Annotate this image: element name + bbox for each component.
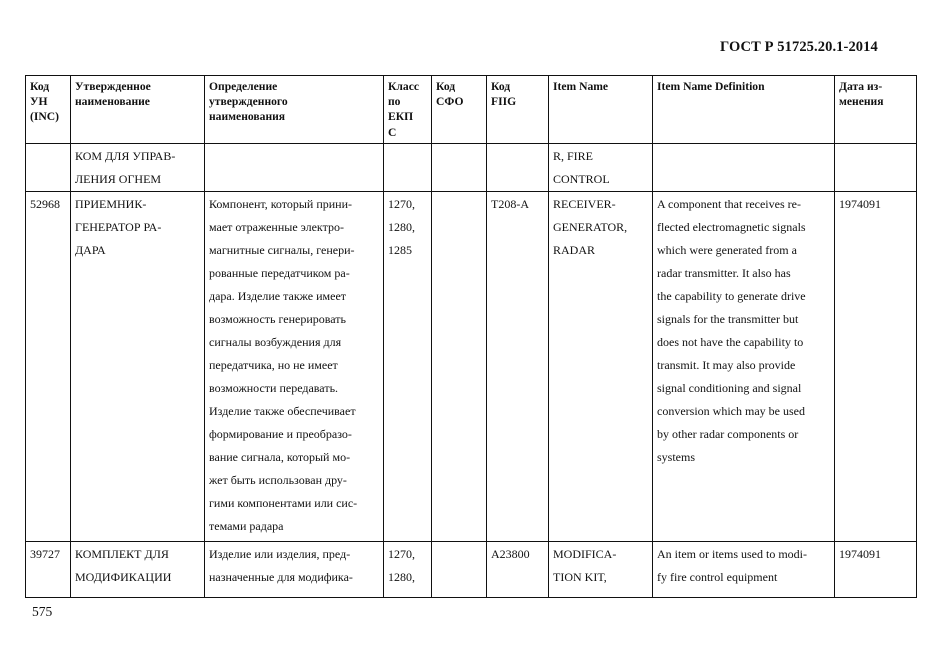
cell-line: Изделие или изделия, пред- xyxy=(209,546,351,561)
cell-inc: 39727 xyxy=(26,541,71,597)
cell-line: гими компонентами или сис- xyxy=(209,495,358,510)
header-change-date xyxy=(835,76,917,144)
header-approved-name xyxy=(71,76,205,144)
cell-line: 1280, xyxy=(388,219,415,234)
cell-line: мает отраженные электро- xyxy=(209,219,344,234)
cell-line: Класс xyxy=(388,80,419,93)
cell-item-definition xyxy=(653,541,835,597)
cell-line: по xyxy=(388,95,401,109)
cell-date: 1974091 xyxy=(835,191,917,541)
table-row xyxy=(26,541,917,597)
cell-line: С xyxy=(388,125,397,139)
header-fiig xyxy=(487,76,549,144)
cell-line: conversion which may be used xyxy=(657,403,805,418)
header-definition xyxy=(205,76,384,144)
cell-line: transmit. It may also provide xyxy=(657,357,796,372)
cell-inc: 52968 xyxy=(26,191,71,541)
table-row xyxy=(26,191,917,541)
cell-line: GENERATOR, xyxy=(553,219,628,234)
cell-line: Компонент, который прини- xyxy=(209,196,353,211)
cell-line: Утвержденное xyxy=(75,80,151,93)
cell-approved-name xyxy=(71,541,205,597)
cell-line: ДАРА xyxy=(75,242,106,257)
cell-line: УН xyxy=(30,95,48,109)
header-inc xyxy=(26,76,71,144)
cell-class xyxy=(384,541,432,597)
document-code: ГОСТ Р 51725.20.1-2014 xyxy=(720,39,878,55)
cell-class xyxy=(384,143,432,191)
cell-line: рованные передатчиком ра- xyxy=(209,265,350,280)
cell-item-name xyxy=(549,541,653,597)
cell-item-name xyxy=(549,143,653,191)
cell-line: темами радара xyxy=(209,518,284,533)
cell-inc xyxy=(26,143,71,191)
cell-line: 1285 xyxy=(388,242,412,257)
cell-item-definition xyxy=(653,191,835,541)
cell-approved-name xyxy=(71,143,205,191)
header-class xyxy=(384,76,432,144)
cell-line: signals for the transmitter but xyxy=(657,311,799,326)
cell-approved-name xyxy=(71,191,205,541)
cell-definition xyxy=(205,191,384,541)
cell-sfo xyxy=(432,143,487,191)
cell-line: ПРИЕМНИК- xyxy=(75,196,147,211)
cell-line: Дата из- xyxy=(839,80,883,93)
cell-line: R, FIRE xyxy=(553,148,594,163)
table-row xyxy=(26,143,917,191)
cell-line: дара. Изделие также имеет xyxy=(209,288,347,303)
cell-definition xyxy=(205,541,384,597)
cell-line: СФО xyxy=(436,95,464,109)
cell-line: утвержденного xyxy=(209,95,288,109)
cell-date xyxy=(835,143,917,191)
cell-line: Код xyxy=(436,80,456,93)
cell-line: TION KIT, xyxy=(553,569,607,584)
cell-line: менения xyxy=(839,95,884,109)
cell-line: МОДИФИКАЦИИ xyxy=(75,569,172,584)
cell-line: RADAR xyxy=(553,242,596,257)
cell-line: systems xyxy=(657,449,696,464)
cell-line: формирование и преобразо- xyxy=(209,426,352,441)
cell-line: магнитные сигналы, генери- xyxy=(209,242,355,257)
cell-line: КОМ ДЛЯ УПРАВ- xyxy=(75,148,176,163)
cell-line: Item Name xyxy=(553,80,609,93)
cell-line: the capability to generate drive xyxy=(657,288,806,303)
cell-line: by other radar components or xyxy=(657,426,799,441)
cell-line: сигналы возбуждения для xyxy=(209,334,342,349)
cell-line: наименования xyxy=(209,110,286,124)
cell-line: возможность генерировать xyxy=(209,311,347,326)
cell-class xyxy=(384,191,432,541)
cell-fiig: T208-A xyxy=(487,191,549,541)
cell-line: radar transmitter. It also has xyxy=(657,265,791,280)
cell-line: does not have the capability to xyxy=(657,334,804,349)
cell-item-definition xyxy=(653,143,835,191)
cell-line: CONTROL xyxy=(553,171,610,186)
cell-line: Изделие также обеспечивает xyxy=(209,403,356,418)
cell-line: FIIG xyxy=(491,95,517,109)
cell-line: наименование xyxy=(75,95,150,109)
cell-line: An item or items used to modi- xyxy=(657,546,807,561)
cell-line: передатчика, но не имеет xyxy=(209,357,338,372)
cell-line: КОМПЛЕКТ ДЛЯ xyxy=(75,546,169,561)
cell-line: 1280, xyxy=(388,569,415,584)
cell-line: возможности передавать. xyxy=(209,380,339,395)
cell-line: 1270, xyxy=(388,196,415,211)
nomenclature-table xyxy=(25,75,917,598)
cell-line: ЛЕНИЯ ОГНЕМ xyxy=(75,171,162,186)
cell-line: (INC) xyxy=(30,110,59,124)
cell-line: fy fire control equipment xyxy=(657,569,778,584)
cell-line: RECEIVER- xyxy=(553,196,616,211)
header-item-name-definition xyxy=(653,76,835,144)
cell-line: 1270, xyxy=(388,546,415,561)
cell-line: signal conditioning and signal xyxy=(657,380,802,395)
cell-line: MODIFICA- xyxy=(553,546,617,561)
table-header-row xyxy=(26,76,917,144)
header-item-name xyxy=(549,76,653,144)
page-number: 575 xyxy=(32,604,53,619)
cell-line: which were generated from a xyxy=(657,242,797,257)
cell-line: жет быть использован дру- xyxy=(209,472,347,487)
cell-line: A component that receives re- xyxy=(657,196,801,211)
cell-line: Код xyxy=(30,80,50,93)
cell-sfo xyxy=(432,541,487,597)
cell-date: 1974091 xyxy=(835,541,917,597)
cell-fiig xyxy=(487,143,549,191)
cell-sfo xyxy=(432,191,487,541)
cell-fiig: A23800 xyxy=(487,541,549,597)
cell-line: Определение xyxy=(209,80,278,93)
cell-line: вание сигнала, который мо- xyxy=(209,449,351,464)
header-sfo xyxy=(432,76,487,144)
cell-line: назначенные для модифика- xyxy=(209,569,353,584)
cell-item-name xyxy=(549,191,653,541)
cell-line: ЕКП xyxy=(388,110,414,124)
cell-line: Код xyxy=(491,80,511,93)
cell-line: ГЕНЕРАТОР РА- xyxy=(75,219,162,234)
cell-line: Item Name Definition xyxy=(657,80,765,93)
cell-line: flected electromagnetic signals xyxy=(657,219,806,234)
cell-definition xyxy=(205,143,384,191)
